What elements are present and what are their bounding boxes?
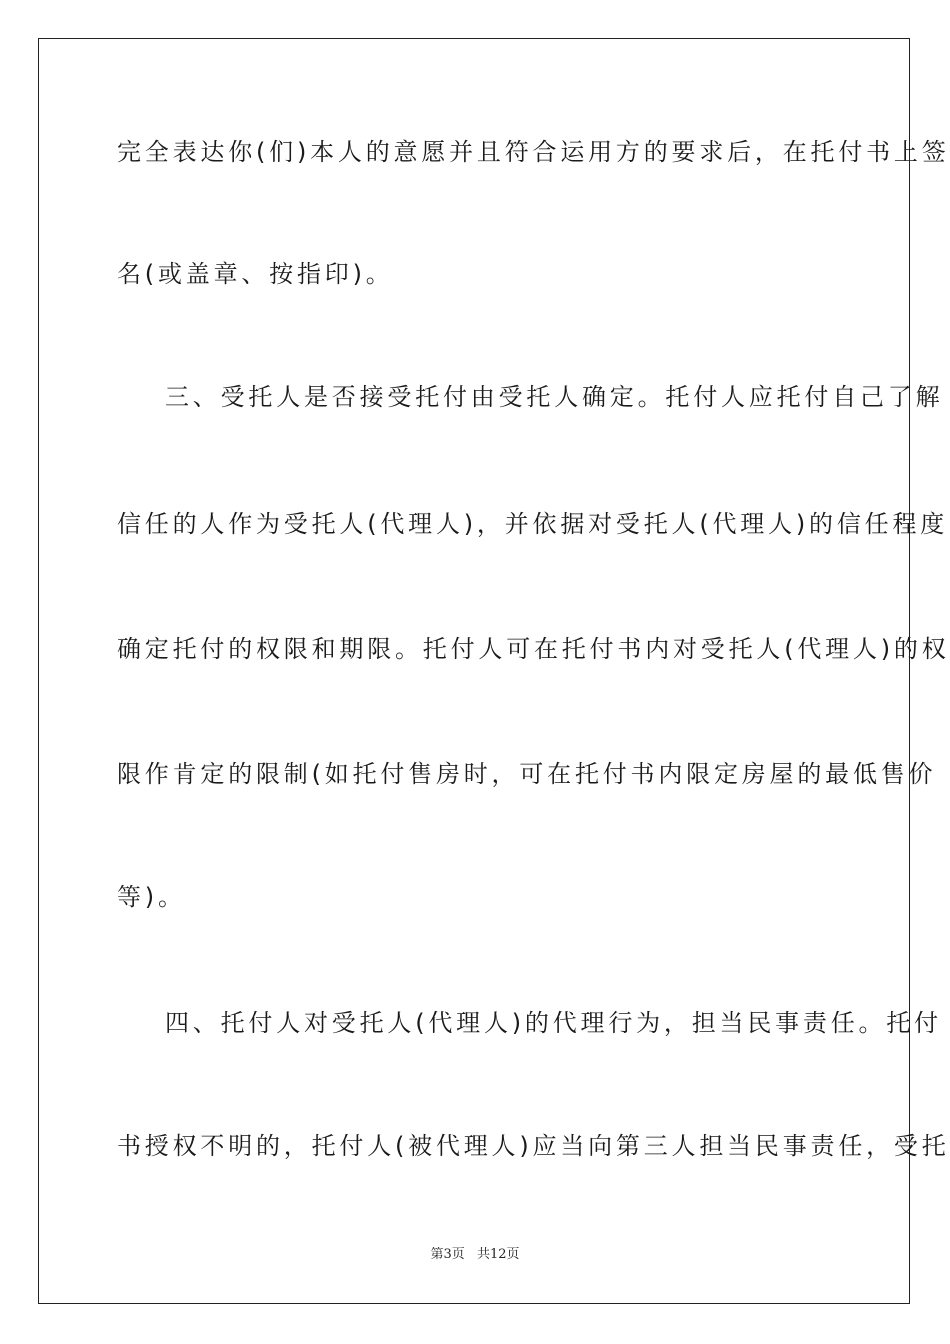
page-footer <box>0 1246 950 1264</box>
page-number-current: 第3页 <box>430 1247 465 1262</box>
text-line-7: 等)。 <box>117 883 186 911</box>
text-line-1: 完全表达你(们)本人的意愿并且符合运用方的要求后，在托付书上签 <box>117 138 950 166</box>
text-line-9: 书授权不明的，托付人(被代理人)应当向第三人担当民事责任，受托 <box>117 1132 950 1160</box>
text-line-3-paragraph-3: 三、受托人是否接受托付由受托人确定。托付人应托付自己了解 <box>165 383 944 411</box>
text-line-2: 名(或盖章、按指印)。 <box>117 260 394 288</box>
text-line-6: 限作肯定的限制(如托付售房时，可在托付书内限定房屋的最低售价 <box>117 760 937 788</box>
page-border <box>38 38 910 1304</box>
page-number-total: 共12页 <box>476 1247 520 1262</box>
text-line-4: 信任的人作为受托人(代理人)，并依据对受托人(代理人)的信任程度 <box>117 510 949 538</box>
text-line-5: 确定托付的权限和期限。托付人可在托付书内对受托人(代理人)的权 <box>117 635 950 663</box>
text-line-8-paragraph-4: 四、托付人对受托人(代理人)的代理行为，担当民事责任。托付 <box>165 1009 942 1037</box>
